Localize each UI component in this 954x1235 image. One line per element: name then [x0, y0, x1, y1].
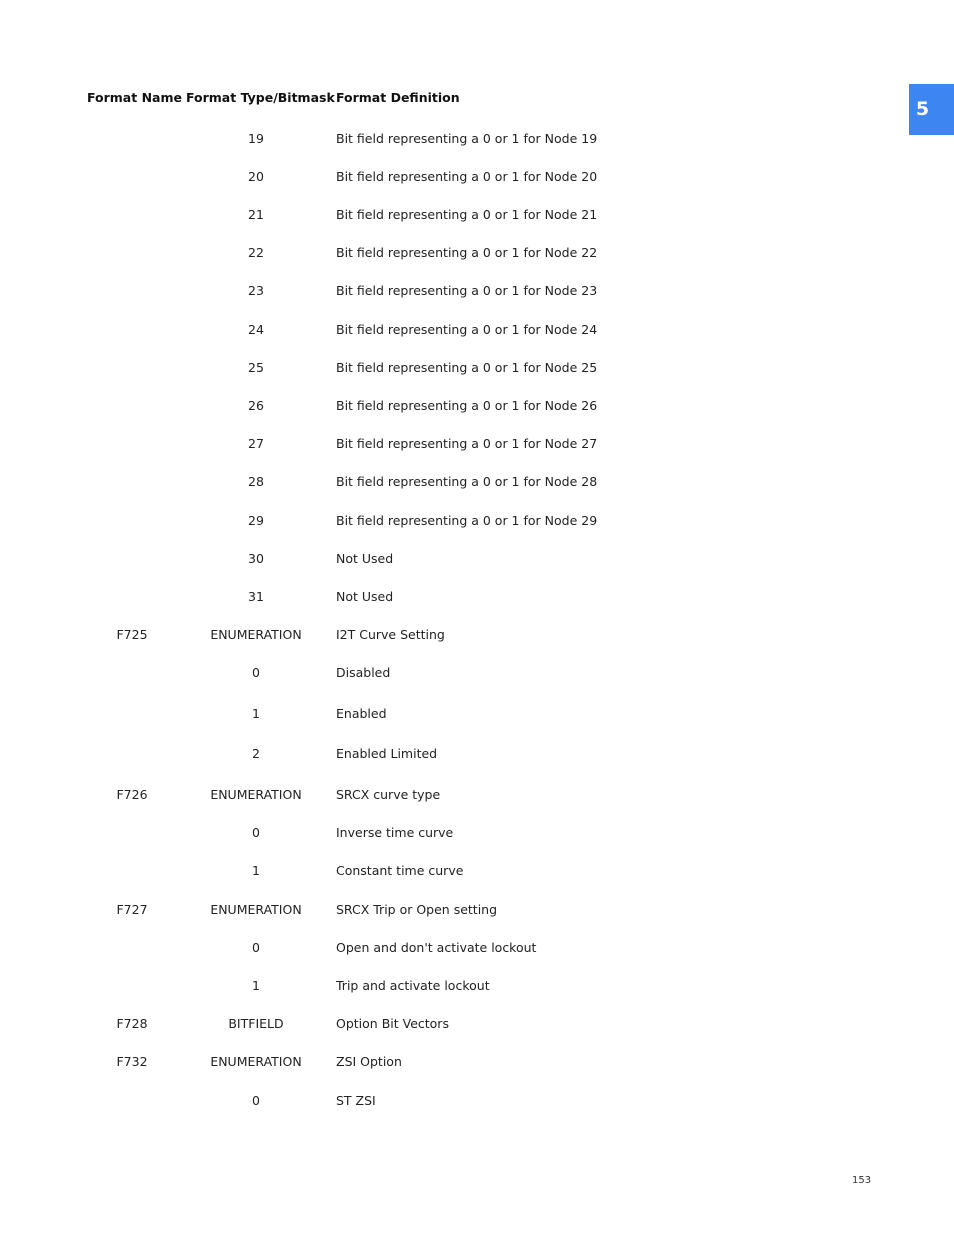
- cell-format-definition: Not Used: [336, 589, 394, 604]
- cell-format-type: BITFIELD: [228, 1016, 284, 1031]
- cell-format-definition: I2T Curve Setting: [336, 627, 445, 642]
- table-row: [0, 205, 954, 225]
- cell-format-definition: Bit field representing a 0 or 1 for Node 29: [336, 513, 598, 528]
- cell-format-definition: Open and don't activate lockout: [336, 940, 537, 955]
- table-row: [0, 823, 954, 843]
- cell-format-type: ENUMERATION: [210, 787, 302, 802]
- table-row: [0, 320, 954, 340]
- table-row: [0, 129, 954, 149]
- header-format-type: Format Type/Bitmask: [186, 90, 335, 105]
- table-row: [0, 434, 954, 454]
- cell-format-type: 21: [248, 207, 264, 222]
- cell-format-type: 0: [252, 940, 260, 955]
- table-row: [0, 976, 954, 996]
- table-row: [0, 358, 954, 378]
- table-row: [0, 744, 954, 764]
- cell-format-type: 29: [248, 513, 264, 528]
- cell-format-definition: Bit field representing a 0 or 1 for Node 23: [336, 283, 598, 298]
- cell-format-type: 25: [248, 360, 264, 375]
- cell-format-type: 1: [252, 978, 260, 993]
- cell-format-type: 26: [248, 398, 264, 413]
- table-row: [0, 900, 954, 920]
- table-row: [0, 861, 954, 881]
- cell-format-definition: SRCX Trip or Open setting: [336, 902, 498, 917]
- cell-format-definition: Bit field representing a 0 or 1 for Node 19: [336, 131, 598, 146]
- cell-format-definition: Inverse time curve: [336, 825, 454, 840]
- cell-format-name: F732: [116, 1054, 148, 1069]
- table-row: [0, 511, 954, 531]
- cell-format-type: 27: [248, 436, 264, 451]
- cell-format-definition: Trip and activate lockout: [336, 978, 490, 993]
- table-row: [0, 549, 954, 569]
- cell-format-type: 1: [252, 706, 260, 721]
- cell-format-definition: SRCX curve type: [336, 787, 441, 802]
- cell-format-name: F726: [116, 787, 148, 802]
- table-row: [0, 663, 954, 683]
- cell-format-type: 24: [248, 322, 264, 337]
- cell-format-definition: Bit field representing a 0 or 1 for Node 21: [336, 207, 598, 222]
- header-format-name: Format Name: [87, 90, 182, 105]
- table-row: [0, 625, 954, 645]
- cell-format-type: 0: [252, 1093, 260, 1108]
- cell-format-definition: Bit field representing a 0 or 1 for Node 28: [336, 474, 598, 489]
- cell-format-type: 19: [248, 131, 264, 146]
- cell-format-definition: Bit field representing a 0 or 1 for Node 27: [336, 436, 598, 451]
- cell-format-definition: Bit field representing a 0 or 1 for Node 26: [336, 398, 598, 413]
- cell-format-type: 0: [252, 665, 260, 680]
- cell-format-type: 31: [248, 589, 264, 604]
- table-row: [0, 785, 954, 805]
- cell-format-definition: Disabled: [336, 665, 391, 680]
- table-row: [0, 281, 954, 301]
- table-row: [0, 1014, 954, 1034]
- table-row: [0, 587, 954, 607]
- header-format-definition: Format Definition: [336, 90, 460, 105]
- table-row: [0, 243, 954, 263]
- table-row: [0, 1052, 954, 1072]
- table-row: [0, 396, 954, 416]
- cell-format-type: 28: [248, 474, 264, 489]
- table-row: [0, 704, 954, 724]
- cell-format-type: ENUMERATION: [210, 1054, 302, 1069]
- cell-format-definition: Enabled: [336, 706, 387, 721]
- cell-format-type: ENUMERATION: [210, 627, 302, 642]
- cell-format-type: ENUMERATION: [210, 902, 302, 917]
- cell-format-type: 20: [248, 169, 264, 184]
- cell-format-type: 22: [248, 245, 264, 260]
- cell-format-definition: Bit field representing a 0 or 1 for Node 22: [336, 245, 598, 260]
- cell-format-name: F727: [116, 902, 148, 917]
- page-number: 153: [852, 1175, 872, 1186]
- cell-format-type: 23: [248, 283, 264, 298]
- cell-format-definition: Bit field representing a 0 or 1 for Node 25: [336, 360, 598, 375]
- cell-format-type: 1: [252, 863, 260, 878]
- cell-format-definition: Not Used: [336, 551, 394, 566]
- cell-format-definition: Bit field representing a 0 or 1 for Node 20: [336, 169, 598, 184]
- cell-format-definition: Bit field representing a 0 or 1 for Node 24: [336, 322, 598, 337]
- table-row: [0, 167, 954, 187]
- cell-format-definition: Option Bit Vectors: [336, 1016, 449, 1031]
- table-row: [0, 938, 954, 958]
- table-row: [0, 1091, 954, 1111]
- table-row: [0, 472, 954, 492]
- cell-format-definition: Constant time curve: [336, 863, 464, 878]
- cell-format-definition: ST ZSI: [336, 1093, 376, 1108]
- cell-format-name: F728: [116, 1016, 148, 1031]
- cell-format-type: 30: [248, 551, 264, 566]
- cell-format-definition: ZSI Option: [336, 1054, 402, 1069]
- cell-format-type: 2: [252, 746, 260, 761]
- cell-format-name: F725: [116, 627, 148, 642]
- chapter-tab[interactable]: 5: [909, 84, 954, 135]
- cell-format-definition: Enabled Limited: [336, 746, 438, 761]
- cell-format-type: 0: [252, 825, 260, 840]
